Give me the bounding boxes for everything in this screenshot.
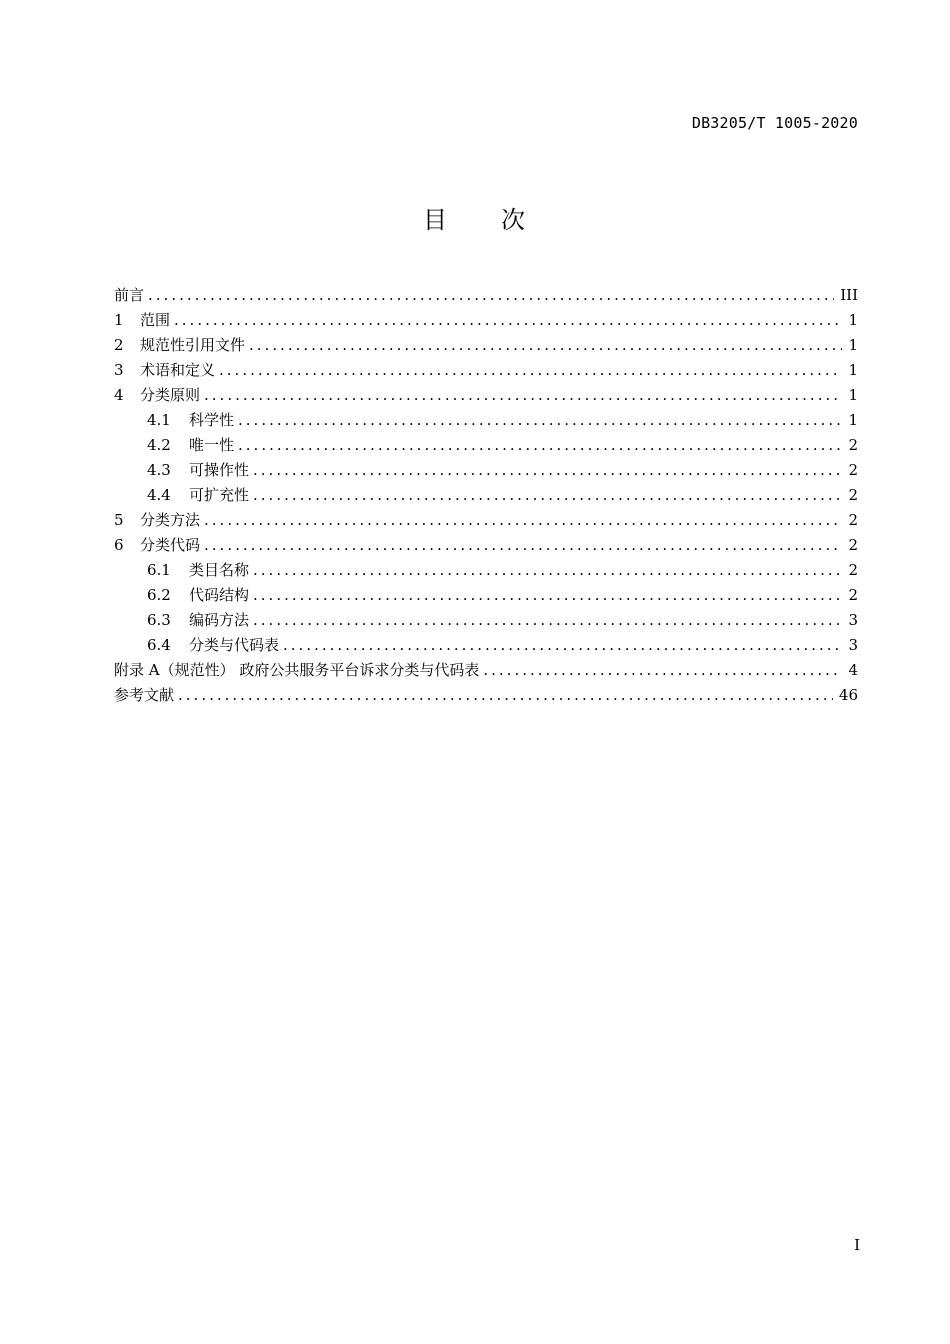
toc-entry-number: 6.3 <box>147 611 171 629</box>
toc-entry-label: 可扩充性 <box>189 486 250 504</box>
toc-entry-number: 4.4 <box>147 486 171 504</box>
toc-entry-page: 3 <box>848 611 858 629</box>
toc-entry-label: 类目名称 <box>189 561 250 579</box>
toc-leader-dots <box>204 508 842 533</box>
toc-entry-page: 3 <box>848 636 858 654</box>
toc-entry-page: 1 <box>848 336 858 354</box>
toc-entry-label: 规范性引用文件 <box>140 336 246 354</box>
page-number: I <box>854 1236 860 1254</box>
toc-entry-number: 6 <box>114 536 124 554</box>
toc-entry[interactable] <box>114 608 858 633</box>
toc-entry-number: 6.1 <box>147 561 171 579</box>
toc-entry-number: 1 <box>114 311 124 329</box>
toc-leader-dots <box>238 408 842 433</box>
toc-entry-number: 4 <box>114 386 124 404</box>
toc-title-right: 次 <box>501 206 527 234</box>
toc-entry-label: 代码结构 <box>189 586 250 604</box>
toc-entry-label: 分类方法 <box>140 511 201 529</box>
toc-entry-number: 5 <box>114 511 124 529</box>
toc-entry[interactable] <box>114 558 858 583</box>
toc-leader-dots <box>283 633 842 658</box>
toc-entry[interactable] <box>114 458 858 483</box>
toc-entry-page: 2 <box>848 461 858 479</box>
toc-entry[interactable] <box>114 308 858 333</box>
toc-entry[interactable] <box>114 358 858 383</box>
toc-entry-number: 4.2 <box>147 436 171 454</box>
toc-entry-number: 6.2 <box>147 586 171 604</box>
toc-leader-dots <box>253 483 842 508</box>
toc-leader-dots <box>483 658 842 683</box>
toc-entry-number: 4.1 <box>147 411 171 429</box>
toc-leader-dots <box>204 533 842 558</box>
toc-entry-page: 1 <box>848 386 858 404</box>
toc-entry[interactable] <box>114 658 858 683</box>
toc-leader-dots <box>253 558 842 583</box>
toc-leader-dots <box>204 383 842 408</box>
toc-entry-label: 范围 <box>140 311 171 329</box>
toc-leader-dots <box>148 283 834 308</box>
toc-leader-dots <box>253 583 842 608</box>
toc-entry[interactable] <box>114 283 858 308</box>
toc-title <box>0 200 950 235</box>
toc-entry[interactable] <box>114 433 858 458</box>
toc-entry-number: 2 <box>114 336 124 354</box>
toc-entry[interactable] <box>114 583 858 608</box>
toc-entry-page: III <box>840 286 858 304</box>
toc-entry[interactable] <box>114 533 858 558</box>
toc-entry-label: 分类与代码表 <box>189 636 280 654</box>
toc-leader-dots <box>174 308 842 333</box>
toc-entry-label: 编码方法 <box>189 611 250 629</box>
toc-entry-page: 2 <box>848 586 858 604</box>
toc-entry-page: 1 <box>848 361 858 379</box>
toc-entry[interactable] <box>114 683 858 708</box>
toc-entry-number: 6.4 <box>147 636 171 654</box>
toc-leader-dots <box>253 608 842 633</box>
toc-entry[interactable] <box>114 633 858 658</box>
toc-list <box>114 283 858 708</box>
toc-entry-label: 科学性 <box>189 411 235 429</box>
toc-leader-dots <box>253 458 842 483</box>
toc-title-left: 目 <box>423 206 449 234</box>
toc-entry-label: 唯一性 <box>189 436 235 454</box>
toc-entry[interactable] <box>114 333 858 358</box>
toc-entry-page: 1 <box>848 411 858 429</box>
toc-entry-label: 术语和定义 <box>140 361 216 379</box>
toc-leader-dots <box>219 358 842 383</box>
toc-entry-number: 4.3 <box>147 461 171 479</box>
toc-entry[interactable] <box>114 408 858 433</box>
toc-leader-dots <box>178 683 833 708</box>
toc-entry[interactable] <box>114 483 858 508</box>
toc-entry-page: 2 <box>848 436 858 454</box>
toc-leader-dots <box>238 433 842 458</box>
toc-entry-page: 46 <box>838 686 858 704</box>
toc-entry-label: 可操作性 <box>189 461 250 479</box>
toc-entry[interactable] <box>114 508 858 533</box>
toc-entry-number: 3 <box>114 361 124 379</box>
toc-entry-page: 2 <box>848 561 858 579</box>
toc-entry-label: 分类代码 <box>140 536 201 554</box>
toc-entry-page: 2 <box>848 511 858 529</box>
toc-entry-page: 4 <box>848 661 858 679</box>
toc-entry-label: 参考文献 <box>114 686 175 704</box>
toc-entry-page: 1 <box>848 311 858 329</box>
toc-entry-label: 附录 A（规范性） 政府公共服务平台诉求分类与代码表 <box>114 661 480 679</box>
toc-entry-label: 分类原则 <box>140 386 201 404</box>
toc-leader-dots <box>249 333 842 358</box>
toc-entry-page: 2 <box>848 536 858 554</box>
toc-entry-page: 2 <box>848 486 858 504</box>
document-code: DB3205/T 1005-2020 <box>691 114 858 132</box>
toc-entry-label: 前言 <box>114 286 145 304</box>
toc-entry[interactable] <box>114 383 858 408</box>
